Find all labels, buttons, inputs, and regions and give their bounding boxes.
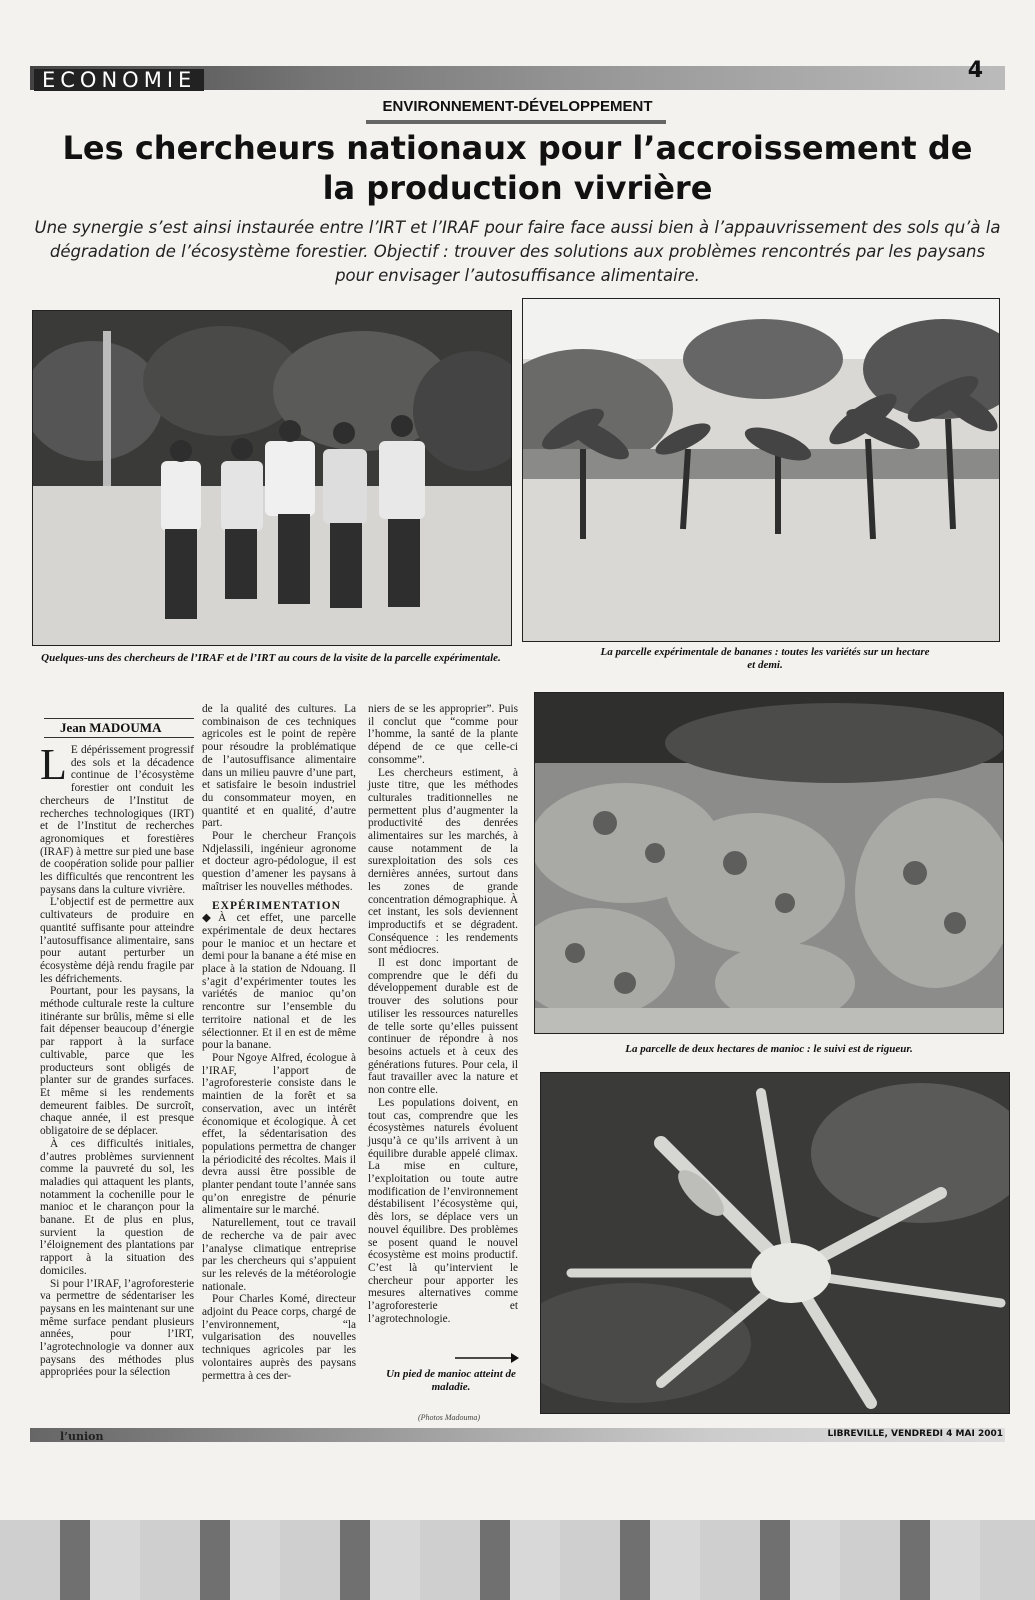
photo-banana-plot-image	[523, 299, 999, 641]
byline: Jean MADOUMA	[60, 720, 162, 735]
section-label: ECONOMIE	[34, 69, 204, 91]
col2-paragraph-6: Pour Charles Komé, directeur adjoint du Peace corps, chargé de l’environnement, “la vulgarisation des nouvelles techniques agricoles par les volontaires auprès des paysans permettra à ces der-	[202, 1293, 356, 1382]
article-column-3	[368, 703, 518, 1325]
photo-cassava-closeup-image	[541, 1073, 1009, 1413]
masthead: l’union	[60, 1430, 104, 1443]
col2-paragraph-1: de la qualité des cultures. La combinaison de ces techniques agricoles est le point de repère pour résoudre la problématique de l’autosuffisance alimentaire dans un milieu pauvre d’une part, et satisfaire le besoin industriel du consommateur moyen, en quantité et en qualité, d’autre part.	[202, 703, 356, 830]
scan-bottom-edge	[0, 1520, 1035, 1600]
col3-paragraph-1: niers de se les approprier”. Puis il conclut que “comme pour l’homme, la santé de la plante dépend de ce que celle-ci consomme”.	[368, 703, 518, 766]
byline-box	[44, 718, 194, 738]
caption-photo-cassava-closeup: Un pied de manioc atteint de maladie.	[386, 1368, 516, 1393]
col1-paragraph-2: L’objectif est de permettre aux cultivateurs de produire en quantité suffisante pour atteindre l’autosuffisance alimentaire, sans pour autant perturber un écosystème déjà rendu fragile par les défrichements.	[40, 896, 194, 985]
article-column-1	[40, 740, 194, 1379]
col3-paragraph-3: Il est donc important de comprendre que le défi du développement durable est de trouver des solutions pour utiliser les ressources naturelles de telle sorte qu’elles puissent continuer de répondre à nos besoins actuels et à ceux des générations futures. Pour cela, il faut travailler avec la nature et non contre elle.	[368, 957, 518, 1097]
caption-photo-researchers: Quelques-uns des chercheurs de l’IRAF et de l’IRT au cours de la visite de la parcelle expérimentale.	[41, 652, 501, 664]
kicker-underline	[366, 120, 666, 124]
page-number: 4	[967, 58, 983, 83]
photo-cassava-plot-image	[535, 693, 1003, 1033]
subhead-experimentation: EXPÉRIMENTATION	[212, 899, 341, 912]
col1-paragraph-4: À ces difficultés initiales, d’autres problèmes surviennent comme la pauvreté du sol, les maladies qui attaquent les plants, notamment la cochenille pour le manioc et le charançon pour la banane. Et de plus en plus, survient la question de l’éloignement des plantations par rapport à la situation des domiciles.	[40, 1137, 194, 1277]
photo-researchers	[32, 310, 512, 646]
dateline: LIBREVILLE, VENDREDI 4 MAI 2001	[827, 1429, 1003, 1439]
col3-paragraph-2: Les chercheurs estiment, à juste titre, que les méthodes culturales traditionnelles ne permettent plus d’augmenter la productivité des denrées alimentaires sur les marchés, à cause notamment de la surexploitation des sols ces dernières années, surtout dans les zones de grande concentration démographique. À cet instant, les sols deviennent improductifs et se dégradent. Conséquence : les rendements sont médiocres.	[368, 766, 518, 957]
col2-paragraph-2: Pour le chercheur François Ndjelassili, ingénieur agronome et docteur agro-pédologue, il est question d’amener les paysans à maîtriser les nouvelles méthodes.	[202, 830, 356, 893]
photo-cassava-closeup	[540, 1072, 1010, 1414]
col1-paragraph-3: Pourtant, pour les paysans, la méthode culturale reste la culture itinérante sur brûlis, même si elle fait dépenser beaucoup d’énergie par rapport à la surface cultivable, parce que les producteurs sont obligés de planter sur de grandes surfaces. Et même si les rendements demeurent faibles. De surcroît, chaque année, il est presque obligatoire de se déplacer.	[40, 985, 194, 1138]
caption-photo-banana-plot: La parcelle expérimentale de bananes : toutes les variétés sur un hectare et demi.	[600, 646, 930, 671]
col1-paragraph-1: E dépérissement progressif des sols et la décadence continue de l’écosystème forestier ont conduit les chercheurs de l’Institut de recherches technologiques (IRT) et de l’Institut de recherches agronomiques et forestières (IRAF) à mettre sur pied une base de coopération solide pour pallier les difficultés que rencontrent les paysans dans la culture vivrière.	[40, 744, 194, 896]
headline: Les chercheurs nationaux pour l’accroissement de la production vivrière	[62, 129, 973, 207]
col1-paragraph-5: Si pour l’IRAF, l’agroforesterie va permettre de sédentariser les paysans en les maintenant sur une même surface pendant plusieurs années, pour l’IRT, l’agrotechnologie va donner aux paysans des méthodes plus appropriées pour la sélection	[40, 1277, 194, 1379]
article-column-2	[202, 703, 356, 1382]
col2-paragraph-3: ◆À cet effet, une parcelle expérimentale de deux hectares pour le manioc et un hectare et demi pour la banane a été mise en place à la station de Ndouang. Il s’agit d’expérimenter toutes les variétés de manioc qu’on rencontre sur l’ensemble du territoire national et de les sélectionner. Et il en est de même pour la banane.	[202, 912, 356, 1052]
kicker: ENVIRONNEMENT-DÉVELOPPEMENT	[382, 98, 653, 115]
lede: Une synergie s’est ainsi instaurée entre l’IRT et l’IRAF pour faire face aussi bien à l’appauvrissement des sols qu’à la dégradation de l’écosystème forestier. Objectif : trouver des solutions aux problèmes rencontrés par les paysans pour envisager l’autosuffisance alimentaire.	[34, 218, 1001, 285]
dropcap: L	[40, 740, 67, 789]
col3-paragraph-4: Les populations doivent, en tout cas, comprendre que les écosystèmes naturels évoluent jusqu’à ce qu’ils arrivent à un équilibre durable appelé climax. La mise en culture, l’exploitation ou toute autre modification de l’environnement déstabilisent l’écosystème qui, dès lors, se déplace vers un nouvel équilibre. Des problèmes se posent quand le nouvel écosystème est moins productif. C’est là qu’intervient le chercheur pour apporter les mesures alternatives comme l’agroforesterie et l’agrotechnologie.	[368, 1096, 518, 1325]
arrow-right-icon	[455, 1352, 519, 1364]
photo-cassava-plot	[534, 692, 1004, 1034]
photo-banana-plot	[522, 298, 1000, 642]
col2-paragraph-5: Naturellement, tout ce travail de recherche va de pair avec l’analyse climatique entreprise par les chercheurs qui s’appuient sur les relevés de la météorologie nationale.	[202, 1217, 356, 1293]
photo-credit: (Photos Madouma)	[418, 1413, 480, 1422]
col2-paragraph-4: Pour Ngoye Alfred, écologue à l’IRAF, l’apport de l’agroforesterie consiste dans le maintien de la forêt et sa conservation, avec un intérêt économique et écologique. À cet effet, la sédentarisation des populations permettra de changer la périodicité des récoltes. Mais il devra aussi être possible de planter pendant toute l’année sans qu’on enregistre de pénurie alimentaire sur le marché.	[202, 1051, 356, 1217]
photo-researchers-image	[33, 311, 511, 645]
caption-photo-cassava-plot: La parcelle de deux hectares de manioc : le suivi est de rigueur.	[625, 1043, 913, 1055]
